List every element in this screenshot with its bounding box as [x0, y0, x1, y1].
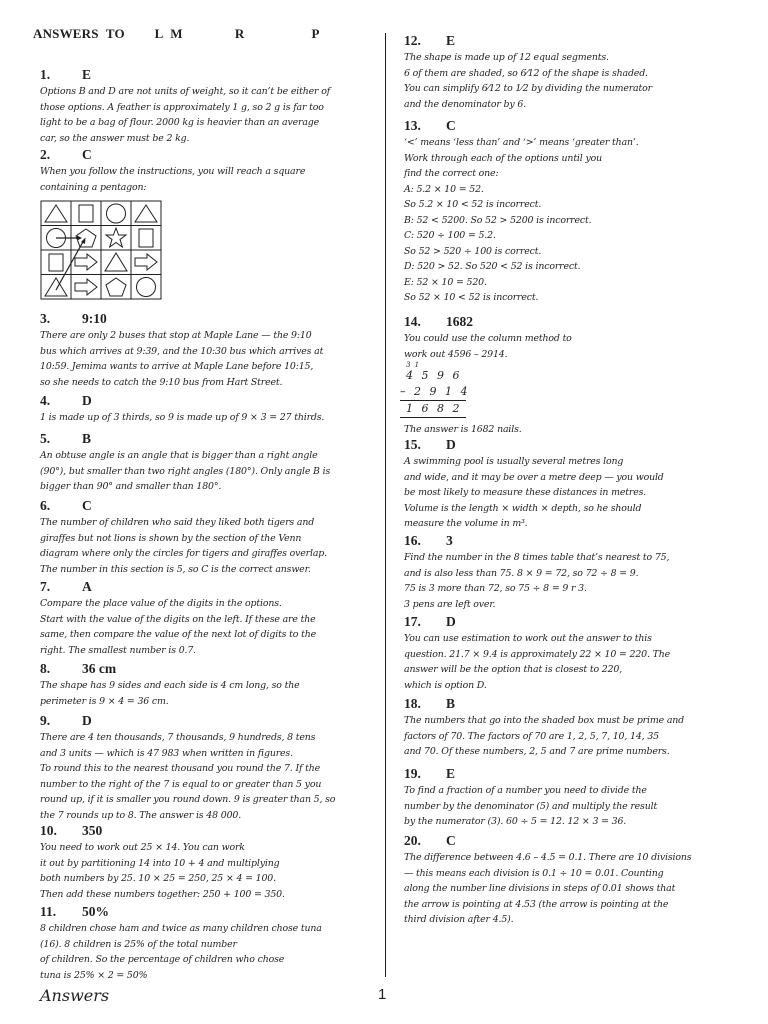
answer-value: 9:10	[82, 311, 107, 326]
explanation-line: There are only 2 buses that stop at Maple Lane — the 9:10	[40, 330, 312, 341]
question-number: 8.	[40, 661, 51, 676]
explanation-line: You could use the column method to	[404, 333, 572, 344]
explanation-line: those options. A feather is approximately 1 g, so 2 g is far too	[40, 101, 324, 113]
question-number: 14.	[404, 314, 421, 329]
explanation-line: (16). 8 children is 25% of the total number	[40, 938, 237, 950]
question-number: 1.	[40, 67, 51, 82]
column-subtraction	[400, 361, 734, 418]
explanation	[404, 550, 734, 612]
explanation-line: and wide, and it may be over a metre deep — you would	[404, 471, 664, 483]
explanation-line: the arrow is pointing at 4.53 (the arrow is pointing at the	[404, 898, 669, 910]
explanation-line: When you follow the instructions, you will reach a square	[40, 166, 306, 177]
answer-value: E	[82, 67, 92, 82]
answer-value: D	[446, 437, 456, 452]
answer-block-1	[40, 66, 370, 146]
question-number: 18.	[404, 696, 421, 711]
explanation-line: An obtuse angle is an angle that is bigger than a right angle	[40, 450, 318, 461]
explanation	[40, 840, 370, 902]
answer-block-6	[40, 497, 370, 577]
triangle-shape	[135, 205, 157, 222]
explanation-line: work out 4596 – 2914.	[404, 348, 508, 360]
explanation-line: right. The smallest number is 0.7.	[40, 644, 197, 656]
explanation	[40, 730, 370, 823]
answer-block-20	[404, 832, 734, 928]
explanation	[404, 135, 734, 306]
explanation-line: Options B and D are not units of weight, so it can’t be either of	[40, 86, 331, 97]
borrow-digits: 3 1	[406, 361, 421, 369]
rectangle-shape	[139, 229, 153, 247]
question-number: 6.	[40, 498, 51, 513]
subtrahend: – 2 9 1 4	[400, 385, 470, 398]
explanation-line: The answer is 1682 nails.	[404, 424, 522, 435]
answer-block-14	[400, 313, 734, 438]
arrow-shape	[135, 254, 157, 270]
answer-value: E	[446, 33, 456, 48]
explanation-line: the 7 rounds up to 8. The answer is 48 000.	[40, 809, 242, 821]
explanation	[40, 448, 370, 495]
answer-value: D	[82, 393, 92, 408]
explanation-line: tuna is 25% × 2 = 50%	[40, 969, 148, 981]
explanation-line: Compare the place value of the digits in the options.	[40, 598, 282, 609]
explanation-line: number by the denominator (5) and multiply the result	[404, 800, 658, 812]
answer-block-7	[40, 578, 370, 658]
explanation-line: so she needs to catch the 9:10 bus from Hart Street.	[40, 376, 283, 388]
explanation-line: There are 4 ten thousands, 7 thousands, 9 hundreds, 8 tens	[40, 732, 316, 743]
explanation-line: question. 21.7 × 9.4 is approximately 22 × 10 = 220. The	[404, 648, 671, 660]
answer-heading	[40, 430, 370, 448]
answer-heading	[40, 712, 370, 730]
answer-block-5	[40, 430, 370, 495]
explanation-line: A: 5.2 × 10 = 52.	[404, 183, 484, 195]
explanation-line: D: 520 > 52. So 520 < 52 is incorrect.	[404, 261, 581, 272]
answer-value: A	[82, 579, 92, 594]
answer-value: B	[446, 696, 456, 711]
explanation-line: be most likely to measure these distances in metres.	[404, 487, 647, 498]
answer-heading	[404, 32, 734, 50]
rectangle-shape	[49, 254, 63, 271]
minuend: 4 5 9 6	[406, 369, 462, 382]
answer-value: 1682	[446, 314, 473, 329]
explanation	[40, 164, 370, 195]
difference: 1 6 8 2	[400, 400, 466, 418]
pentagon-shape	[106, 278, 126, 296]
question-number: 12.	[404, 33, 421, 48]
explanation-line: ‘<’ means ‘less than’ and ‘>’ means ‘greater than’.	[404, 137, 639, 148]
explanation-line: So 5.2 × 10 < 52 is incorrect.	[404, 199, 542, 210]
answer-heading	[40, 822, 370, 840]
answer-block-17	[404, 613, 734, 693]
answer-block-3	[40, 310, 370, 390]
answer-heading	[404, 117, 734, 135]
question-number: 10.	[40, 823, 57, 838]
explanation-line: and the denominator by 6.	[404, 98, 527, 110]
explanation-line: The difference between 4.6 – 4.5 = 0.1. There are 10 divisions	[404, 852, 692, 863]
question-number: 17.	[404, 614, 421, 629]
answer-heading	[404, 695, 734, 713]
explanation-line: (90°), but smaller than two right angles (180°). Only angle B is	[40, 465, 331, 477]
circle-shape	[107, 204, 126, 223]
answer-value: D	[446, 614, 456, 629]
answer-value: C	[82, 498, 92, 513]
explanation-line: You can simplify 6⁄12 to 1⁄2 by dividing the numerator	[404, 83, 652, 94]
explanation-line: bigger than 90° and smaller than 180°.	[40, 481, 222, 492]
answer-heading	[404, 532, 734, 550]
explanation-line: containing a pentagon:	[40, 181, 147, 193]
explanation-line: number to the right of the 7 is equal to or greater than 5 you	[40, 778, 322, 790]
triangle-shape	[45, 278, 67, 296]
explanation-line: giraffes but not lions is shown by the section of the Venn	[40, 532, 302, 544]
answer-value: 350	[82, 823, 103, 838]
triangle-shape	[45, 205, 67, 222]
question-number: 7.	[40, 579, 51, 594]
answer-heading	[40, 310, 370, 328]
explanation	[404, 331, 734, 362]
question-number: 4.	[40, 393, 51, 408]
explanation-line: car, so the answer must be 2 kg.	[40, 132, 190, 144]
explanation-line: which is option D.	[404, 679, 487, 691]
answer-heading	[40, 578, 370, 596]
question-number: 9.	[40, 713, 51, 728]
explanation-line: along the number line divisions in steps of 0.01 shows that	[404, 883, 676, 894]
answer-block-13	[404, 117, 734, 306]
answer-heading	[40, 497, 370, 515]
explanation	[40, 410, 370, 426]
explanation-line: round up, if it is smaller you round down. 9 is greater than 5, so	[40, 794, 336, 805]
explanation-line: Find the number in the 8 times table that’s nearest to 75,	[404, 552, 670, 563]
page-title: ANSWERS TO L M R P	[33, 26, 320, 41]
explanation	[40, 596, 370, 658]
answer-value: B	[82, 431, 92, 446]
explanation-line: You need to work out 25 × 14. You can work	[40, 842, 245, 853]
answer-value: 36 cm	[82, 661, 117, 676]
explanation-line: Start with the value of the digits on the left. If these are the	[40, 613, 316, 625]
answer-block-15	[404, 436, 734, 532]
answer-heading	[404, 436, 734, 454]
explanation-line: You can use estimation to work out the answer to this	[404, 633, 652, 644]
explanation	[404, 783, 734, 830]
explanation	[40, 515, 370, 577]
answer-heading	[40, 66, 370, 84]
answer-block-16	[404, 532, 734, 612]
explanation-line: B: 52 < 5200. So 52 > 5200 is incorrect.	[404, 214, 592, 226]
answer-heading	[40, 392, 370, 410]
explanation	[404, 454, 734, 532]
explanation	[404, 713, 734, 760]
explanation-line: 6 of them are shaded, so 6⁄12 of the shape is shaded.	[404, 67, 648, 79]
explanation-line: To find a fraction of a number you need to divide the	[404, 785, 647, 796]
explanation-line: and 3 units — which is 47 983 when written in figures.	[40, 747, 293, 759]
answer-block-19	[404, 765, 734, 830]
question-number: 2.	[40, 147, 51, 162]
answer-value: C	[446, 118, 456, 133]
explanation-line: of children. So the percentage of children who chose	[40, 954, 285, 965]
answer-block-11	[40, 903, 370, 983]
explanation-line: answer will be the option that is closest to 220,	[404, 664, 623, 675]
answer-heading	[40, 903, 370, 921]
question-number: 20.	[404, 833, 421, 848]
explanation-line: Volume is the length × width × depth, so he should	[404, 502, 642, 514]
explanation-line: and is also less than 75. 8 × 9 = 72, so 72 ÷ 8 = 9.	[404, 567, 639, 579]
answer-value: C	[446, 833, 456, 848]
explanation-line: find the correct one:	[404, 168, 499, 179]
column-divider	[385, 33, 386, 977]
explanation-line: it out by partitioning 14 into 10 + 4 and multiplying	[40, 857, 280, 869]
explanation-line: The number in this section is 5, so C is the correct answer.	[40, 563, 311, 575]
explanation-line: 3 pens are left over.	[404, 598, 496, 610]
answer-block-9	[40, 712, 370, 823]
question-number: 3.	[40, 311, 51, 326]
explanation-line: Work through each of the options until you	[404, 152, 602, 164]
answer-block-4	[40, 392, 370, 426]
question-number: 11.	[40, 904, 57, 919]
explanation	[404, 850, 734, 928]
page-number: 1	[378, 986, 387, 1003]
explanation-line: The number of children who said they liked both tigers and	[40, 517, 315, 528]
explanation-line: measure the volume in m³.	[404, 518, 528, 529]
explanation-line: diagram where only the circles for tigers and giraffes overlap.	[40, 548, 327, 559]
answer-block-2	[40, 146, 370, 195]
explanation	[40, 84, 370, 146]
shape-grid	[40, 200, 162, 300]
explanation-line: A swimming pool is usually several metres long	[404, 456, 624, 467]
circle-shape	[137, 278, 156, 297]
question-number: 15.	[404, 437, 421, 452]
explanation-line: C: 520 ÷ 100 = 5.2.	[404, 230, 496, 241]
explanation-line: The numbers that go into the shaded box must be prime and	[404, 715, 685, 726]
explanation-line: by the numerator (3). 60 ÷ 5 = 12. 12 × 3 = 36.	[404, 816, 627, 827]
explanation-line: 75 is 3 more than 72, so 75 ÷ 8 = 9 r 3.	[404, 583, 587, 594]
explanation	[404, 50, 734, 112]
star-shape	[106, 228, 126, 247]
explanation	[40, 328, 370, 390]
answer-heading	[404, 832, 734, 850]
arrow-shape	[75, 279, 97, 295]
question-number: 5.	[40, 431, 51, 446]
path-arrowhead	[77, 236, 82, 241]
answer-value: 50%	[82, 904, 109, 919]
explanation-line: The shape has 9 sides and each side is 4 cm long, so the	[40, 680, 300, 691]
answer-block-8	[40, 660, 370, 709]
explanation-line: same, then compare the value of the next lot of digits to the	[40, 629, 317, 640]
answer-heading	[404, 613, 734, 631]
explanation-line: bus which arrives at 9:39, and the 10:30 bus which arrives at	[40, 345, 324, 357]
explanation-line: — this means each division is 0.1 ÷ 10 = 0.01. Counting	[404, 867, 664, 879]
answer-heading	[40, 146, 370, 164]
question-number: 19.	[404, 766, 421, 781]
answer-block-18	[404, 695, 734, 760]
triangle-shape	[105, 253, 127, 271]
question-number: 13.	[404, 118, 421, 133]
answer-heading	[40, 660, 370, 678]
answer-value: 3	[446, 533, 453, 548]
answer-value: D	[82, 713, 92, 728]
answer-block-12	[404, 32, 734, 112]
answer-heading	[404, 313, 734, 331]
explanation-line: So 52 > 520 ÷ 100 is correct.	[404, 245, 542, 257]
explanation-line: The shape is made up of 12 equal segments.	[404, 52, 609, 63]
explanation-line: To round this to the nearest thousand you round the 7. If the	[40, 763, 321, 774]
explanation-line: factors of 70. The factors of 70 are 1, 2, 5, 7, 10, 14, 35	[404, 730, 659, 742]
answer-value: C	[82, 147, 92, 162]
explanation-line: 8 children chose ham and twice as many children chose tuna	[40, 923, 322, 934]
question-number: 16.	[404, 533, 421, 548]
explanation	[404, 631, 734, 693]
footer-label: Answers	[40, 986, 110, 1005]
explanation-line: 10:59. Jemima wants to arrive at Maple Lane before 10:15,	[40, 361, 314, 372]
explanation-line: So 52 × 10 < 52 is incorrect.	[404, 292, 539, 303]
explanation-line: light to be a bag of flour. 2000 kg is heavier than an average	[40, 117, 320, 128]
explanation-line: perimeter is 9 × 4 = 36 cm.	[40, 695, 169, 707]
explanation-line: and 70. Of these numbers, 2, 5 and 7 are prime numbers.	[404, 746, 670, 757]
explanation-line: E: 52 × 10 = 520.	[404, 276, 487, 288]
explanation-line: 1 is made up of 3 thirds, so 9 is made up of 9 × 3 = 27 thirds.	[40, 412, 325, 423]
explanation-line: third division after 4.5).	[404, 914, 514, 925]
explanation-line: Then add these numbers together: 250 + 100 = 350.	[40, 888, 285, 900]
rectangle-shape	[79, 205, 93, 222]
explanation-line: both numbers by 25. 10 × 25 = 250, 25 × 4 = 100.	[40, 873, 276, 884]
arrow-shape	[75, 254, 97, 270]
explanation	[40, 678, 370, 709]
answer-value: E	[446, 766, 456, 781]
answer-heading	[404, 765, 734, 783]
answer-block-10	[40, 822, 370, 902]
explanation	[40, 921, 370, 983]
